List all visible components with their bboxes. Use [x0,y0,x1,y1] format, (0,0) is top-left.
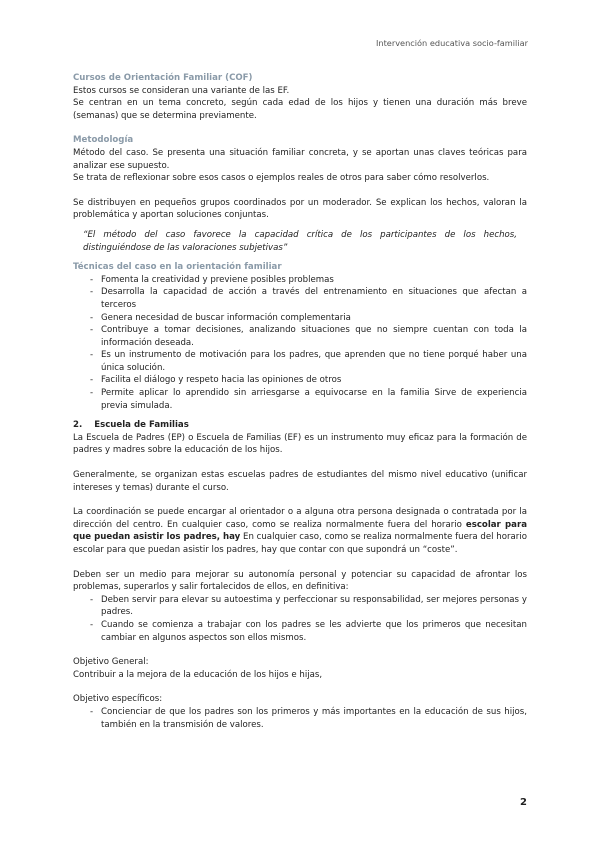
escuela-paragraph-3-part-a: La coordinación se puede encargar al orientador o a alguna otra persona designada o contratada por la dirección del centro. En cualquier caso, como se realiza normalmente fuera del horario [73,507,527,530]
page-header: Intervención educativa socio-familiar [375,38,528,48]
list-item: - Genera necesidad de buscar información complementaria [73,312,527,325]
cof-heading: Cursos de Orientación Familiar (COF) [73,73,253,83]
list-item: - Fomenta la creatividad y previene posibles problemas [73,274,527,287]
escuela-list [73,594,527,644]
document-body [73,72,527,731]
cof-paragraph-1: Estos cursos se consideran una variante de las EF. [73,85,290,96]
metodologia-heading: Metodología [73,135,134,146]
list-item: - Deben servir para elevar su autoestima y perfeccionar su responsabilidad, ser mejores personas y padres. [73,594,527,619]
cof-paragraph-2: Se centran en un tema concreto, según cada edad de los hijos y tienen una duración más breve (semanas) que se determina previamente. [73,98,527,121]
escuela-paragraph-3 [73,506,527,556]
escuela-section-title: 2. Escuela de Familias [73,420,189,431]
tecnicas-heading: Técnicas del caso en la orientación familiar [73,262,282,273]
escuela-paragraph-3-part-b: En cualquier caso, como se realiza normalmente fuera del horario escolar para que puedan asistir los padres, hay que contar con que supondrá un “coste”. [73,532,527,555]
list-item: - Es un instrumento de motivación para los padres, que aprenden que no tiene porqué haber una única solución. [73,349,527,374]
metodologia-paragraph-1: Método del caso. Se presenta una situación familiar concreta, y se aportan unas claves teóricas para analizar ese supuesto. [73,147,527,171]
tecnicas-list [73,274,527,413]
escuela-paragraph-2: Generalmente, se organizan estas escuelas padres de estudiantes del mismo nivel educativo (unificar intereses y temas) durante el curso. [73,470,527,493]
metodologia-paragraph-3: Se distribuyen en pequeños grupos coordinados por un moderador. Se explican los hechos, valoran la problemática y aportan soluciones conjuntas. [73,197,527,221]
escuela-paragraph-4: Deben ser un medio para mejorar su autonomía personal y potenciar su capacidad de afrontar los problemas, superarlos y salir fortalecidos de ellos, en definitiva: [73,569,527,593]
list-item: - Permite aplicar lo aprendido sin arriesgarse a equivocarse en la familia Sirve de experiencia previa simulada. [73,387,527,412]
escuela-paragraph-3-bold: escolar para que puedan asistir los padres, hay [73,519,527,543]
escuela-paragraph-1: La Escuela de Padres (EP) o Escuela de Familias (EF) es un instrumento muy eficaz para la formación de padres y madres sobre la educación de los hijos. [73,432,527,456]
objetivo-general-label: Objetivo General: [73,657,149,668]
metodologia-quote: “El método del caso favorece la capacidad crítica de los participantes de los hechos, distinguiéndose de las valoraciones subjetivas” [83,229,517,253]
objetivo-general-text: Contribuir a la mejora de la educación de los hijos e hijas, [73,669,323,680]
objetivos-especificos-list [73,706,527,731]
list-item: - Concienciar de que los padres son los primeros y más importantes en la educación de sus hijos, también en la transmisión de valores. [73,706,527,731]
list-item: - Cuando se comienza a trabajar con los padres se les advierte que los primeros que necesitan cambiar en algunos aspectos son ellos mismos. [73,619,527,644]
page-number: 2 [520,797,527,808]
list-item: - Contribuye a tomar decisiones, analizando situaciones que no siempre cuentan con toda la información deseada. [73,324,527,349]
objetivos-especificos-label: Objetivo específicos: [73,694,163,705]
metodologia-paragraph-2: Se trata de reflexionar sobre esos casos o ejemplos reales de otros para saber cómo resolverlos. [73,173,490,184]
list-item: - Desarrolla la capacidad de acción a través del entrenamiento en situaciones que afectan a terceros [73,286,527,311]
list-item: - Facilita el diálogo y respeto hacia las opiniones de otros [73,374,527,387]
